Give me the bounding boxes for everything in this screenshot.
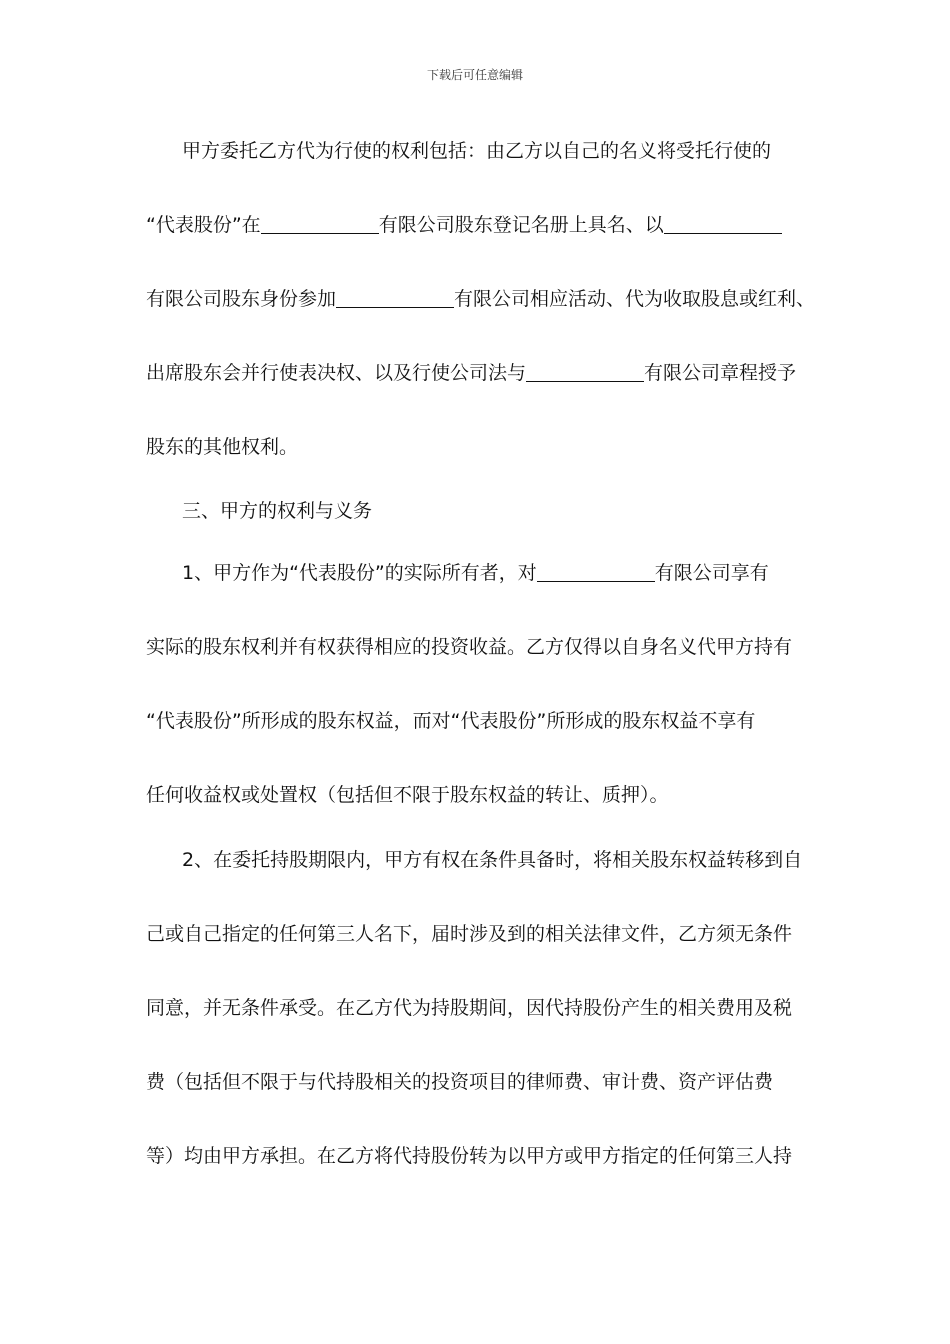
paragraph-line (0, 358, 950, 388)
text-segment: “代表股份”所形成的股东权益，而对“代表股份”所形成的股东权益不享有 (146, 710, 756, 732)
fill-blank (537, 580, 655, 582)
paragraph-line (0, 1067, 950, 1097)
paragraph-line (0, 919, 950, 949)
paragraph-line (0, 1141, 950, 1171)
paragraph-line (0, 845, 950, 875)
text-segment: 等）均由甲方承担。在乙方将代持股份转为以甲方或甲方指定的任何第三人持 (146, 1145, 793, 1167)
paragraph-line (0, 210, 950, 240)
text-segment: 有限公司享有 (654, 562, 769, 584)
fill-blank (336, 306, 454, 308)
text-segment: 甲方委托乙方代为行使的权利包括：由乙方以自己的名义将受托行使的 (182, 140, 772, 162)
paragraph-line (0, 284, 950, 314)
text-segment: 有限公司股东身份参加 (146, 288, 337, 310)
paragraph-line (0, 706, 950, 736)
text-segment: 实际的股东权利并有权获得相应的投资收益。乙方仅得以自身名义代甲方持有 (146, 636, 793, 658)
text-segment: 有限公司章程授予 (644, 362, 797, 384)
paragraph-line (0, 558, 950, 588)
fill-blank (526, 380, 644, 382)
text-segment: 己或自己指定的任何第三人名下，届时涉及到的相关法律文件，乙方须无条件 (146, 923, 793, 945)
paragraph-line (0, 432, 950, 462)
fill-blank (664, 232, 782, 234)
text-segment: 三、甲方的权利与义务 (182, 500, 373, 522)
paragraph-line (0, 632, 950, 662)
paragraph-line (0, 780, 950, 810)
paragraph-line (0, 136, 950, 166)
text-segment: “代表股份”在 (146, 214, 261, 236)
text-segment: 出席股东会并行使表决权、以及行使公司法与 (146, 362, 527, 384)
text-segment: 1、甲方作为“代表股份”的实际所有者，对 (182, 562, 537, 584)
text-segment: 有限公司股东登记名册上具名、以 (378, 214, 664, 236)
text-segment: 同意，并无条件承受。在乙方代为持股期间，因代持股份产生的相关费用及税 (146, 997, 793, 1019)
text-segment: 费（包括但不限于与代持股相关的投资项目的律师费、审计费、资产评估费 (146, 1071, 774, 1093)
text-segment: 有限公司相应活动、代为收取股息或红利、 (454, 288, 816, 310)
section-heading (0, 496, 950, 526)
text-segment: 2、在委托持股期限内，甲方有权在条件具备时，将相关股东权益转移到自 (182, 849, 803, 871)
fill-blank (261, 232, 379, 234)
text-segment: 任何收益权或处置权（包括但不限于股东权益的转让、质押）。 (146, 784, 669, 806)
text-segment: 股东的其他权利。 (146, 436, 299, 458)
page-header: 下载后可任意编辑 (426, 68, 523, 82)
paragraph-line (0, 993, 950, 1023)
